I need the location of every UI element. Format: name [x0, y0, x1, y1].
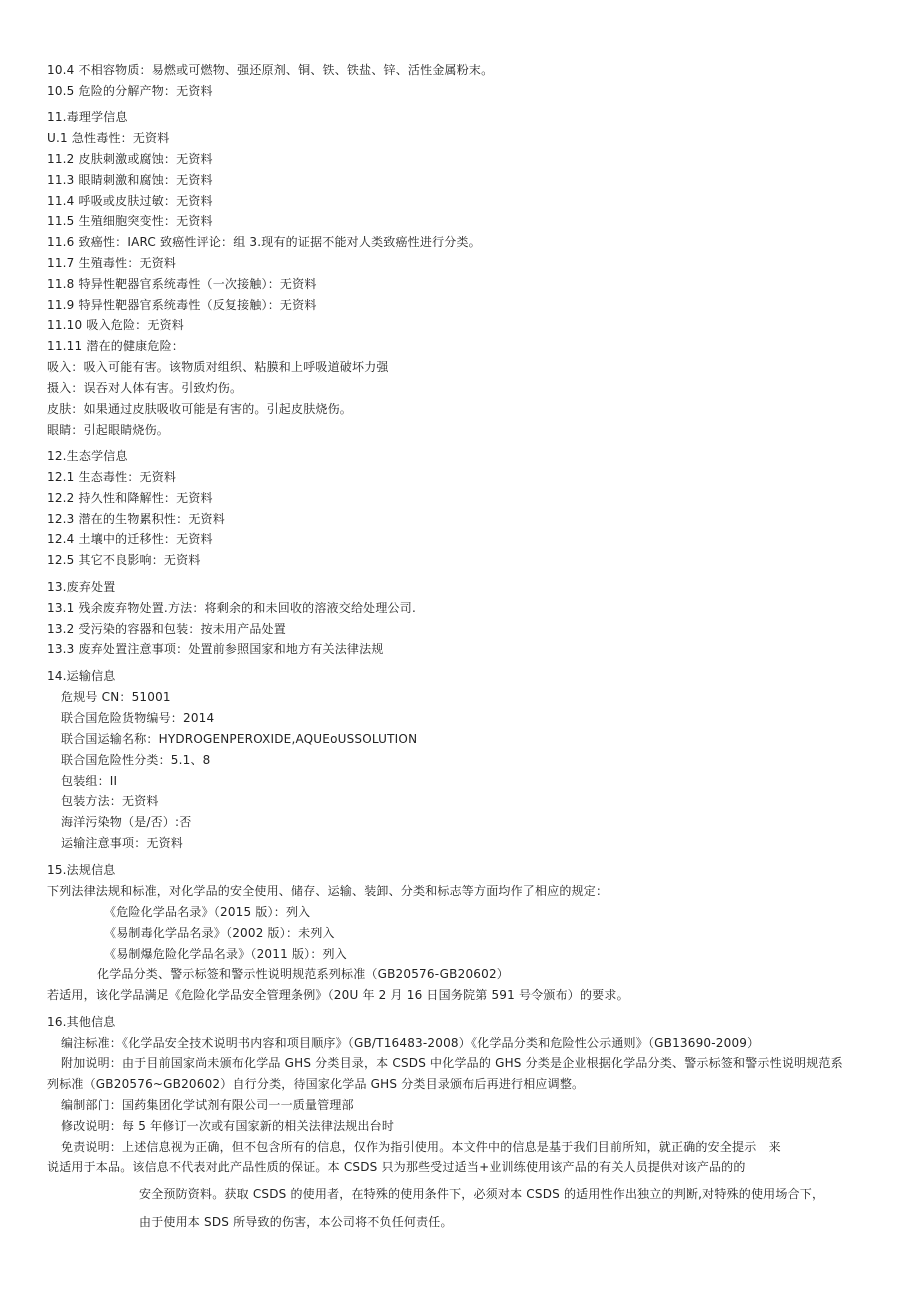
compilation-standard: 编注标准：《化学品安全技术说明书内容和项目顺序》（GB/T16483-2008）《化学品分类和危险性公示通则》（GB13690-2009）	[61, 1036, 760, 1050]
eye-contact: 眼睛：引起眼睛烧伤。	[47, 423, 170, 437]
disclaimer-line-4: 由于使用本 SDS 所导致的伤害，本公司将不负任何责任。	[139, 1215, 453, 1229]
contaminated-packaging: 13.2 受污染的容器和包装：按未用产品处置	[47, 622, 286, 636]
skin-contact: 皮肤：如果通过皮肤吸收可能是有害的。引起皮肤烧伤。	[47, 402, 353, 416]
section-14-heading: 14.运输信息	[47, 669, 116, 683]
sensitization: 11.4 呼吸或皮肤过敏：无资料	[47, 194, 213, 208]
regulation-ghs-standard: 化学品分类、警示标签和警示性说明规范系列标准（GB20576-GB20602）	[97, 967, 509, 981]
decomposition-products: 10.5 危险的分解产物：无资料	[47, 84, 213, 98]
regulation-explosive-list: 《易制爆危险化学品名录》（2011 版）：列入	[104, 947, 347, 961]
transport-cn: 危规号 CN：51001	[61, 690, 171, 704]
waste-disposal-method: 13.1 残余废弃物处置.方法：将剩余的和未回收的溶液交给处理公司.	[47, 601, 416, 615]
disclaimer-line-1: 免责说明：上述信息视为正确，但不包含所有的信息，仅作为指引使用。本文件中的信息是基于我们目前所知，就正确的安全提示 来	[61, 1140, 781, 1154]
section-12-heading: 12.生态学信息	[47, 449, 128, 463]
skin-corrosion: 11.2 皮肤刺激或腐蚀：无资料	[47, 152, 213, 166]
transport-precautions: 运输注意事项：无资料	[61, 836, 184, 850]
regulation-compliance: 若适用，该化学品满足《危险化学品安全管理条例》（20U 年 2 月 16 日国务院第 591 号令颁布）的要求。	[47, 988, 629, 1002]
transport-un-class: 联合国危险性分类：5.1、8	[61, 753, 211, 767]
germ-cell-mutagenicity: 11.5 生殖细胞突变性：无资料	[47, 214, 213, 228]
regulation-hazardous-list: 《危险化学品名录》（2015 版）：列入	[104, 905, 311, 919]
aspiration-hazard: 11.10 吸入危险：无资料	[47, 318, 184, 332]
ecotoxicity: 12.1 生态毒性：无资料	[47, 470, 177, 484]
transport-un-number: 联合国危险货物编号：2014	[61, 711, 215, 725]
inhalation: 吸入：吸入可能有害。该物质对组织、粘膜和上呼吸道破坏力强	[47, 360, 389, 374]
persistence-degradability: 12.2 持久性和降解性：无资料	[47, 491, 213, 505]
soil-mobility: 12.4 土壤中的迁移性：无资料	[47, 532, 213, 546]
transport-packing-method: 包装方法：无资料	[61, 794, 159, 808]
disclaimer-line-3: 安全预防资料。获取 CSDS 的使用者，在特殊的使用条件下，必须对本 CSDS 的适用性作出独立的判断,对特殊的使用场合下，	[139, 1187, 825, 1201]
incompatible-materials: 10.4 不相容物质：易燃或可燃物、强还原剂、铜、铁、铁盐、锌、活性金属粉末。	[47, 63, 494, 77]
section-15-heading: 15.法规信息	[47, 863, 116, 877]
bioaccumulation: 12.3 潜在的生物累积性：无资料	[47, 512, 225, 526]
reproductive-toxicity: 11.7 生殖毒性：无资料	[47, 256, 177, 270]
section-13-heading: 13.废弃处置	[47, 580, 116, 594]
potential-health-hazards: 11.11 潜在的健康危险：	[47, 339, 184, 353]
regulation-precursor-list: 《易制毒化学品名录》（2002 版）：未列入	[104, 926, 335, 940]
ingestion: 摄入：误吞对人体有害。引致灼伤。	[47, 381, 243, 395]
transport-packing-group: 包装组：II	[61, 774, 118, 788]
transport-marine-pollutant: 海洋污染物（是/否）:否	[61, 815, 192, 829]
section-16-heading: 16.其他信息	[47, 1015, 116, 1029]
revision-note: 修改说明：每 5 年修订一次或有国家新的相关法律法规出台时	[61, 1119, 395, 1133]
regulatory-intro: 下列法律法规和标准，对化学品的安全使用、储存、运输、装卸、分类和标志等方面均作了相应的规定：	[47, 884, 609, 898]
other-adverse-effects: 12.5 其它不良影响：无资料	[47, 553, 201, 567]
eye-irritation: 11.3 眼睛刺激和腐蚀：无资料	[47, 173, 213, 187]
section-11-heading: 11.毒理学信息	[47, 110, 128, 124]
disposal-precautions: 13.3 废弃处置注意事项：处置前参照国家和地方有关法律法规	[47, 642, 384, 656]
carcinogenicity: 11.6 致癌性：IARC 致癌性评论：组 3.现有的证据不能对人类致癌性进行分类。	[47, 235, 481, 249]
additional-notes-line-1: 附加说明：由于目前国家尚未颁布化学品 GHS 分类目录，本 CSDS 中化学品的 GHS 分类是企业根据化学品分类、警示标签和警示性说明规范系	[61, 1056, 843, 1070]
additional-notes-line-2: 列标准（GB20576~GB20602）自行分类，待国家化学品 GHS 分类目录颁布后再进行相应调整。	[47, 1077, 585, 1091]
disclaimer-line-2: 说适用于本品。该信息不代表对此产品性质的保证。本 CSDS 只为那些受过适当+业训练使用该产品的有关人员提供对该产品的的	[47, 1160, 746, 1174]
stot-repeated: 11.9 特异性靶器官系统毒性（反复接触）：无资料	[47, 298, 317, 312]
prepared-by: 编制部门：国药集团化学试剂有限公司一一质量管理部	[61, 1098, 354, 1112]
acute-toxicity: U.1 急性毒性：无资料	[47, 131, 170, 145]
transport-un-name: 联合国运输名称：HYDROGENPEROXIDE,AQUEoUSSOLUTION	[61, 732, 418, 746]
stot-single: 11.8 特异性靶器官系统毒性（一次接触）：无资料	[47, 277, 317, 291]
